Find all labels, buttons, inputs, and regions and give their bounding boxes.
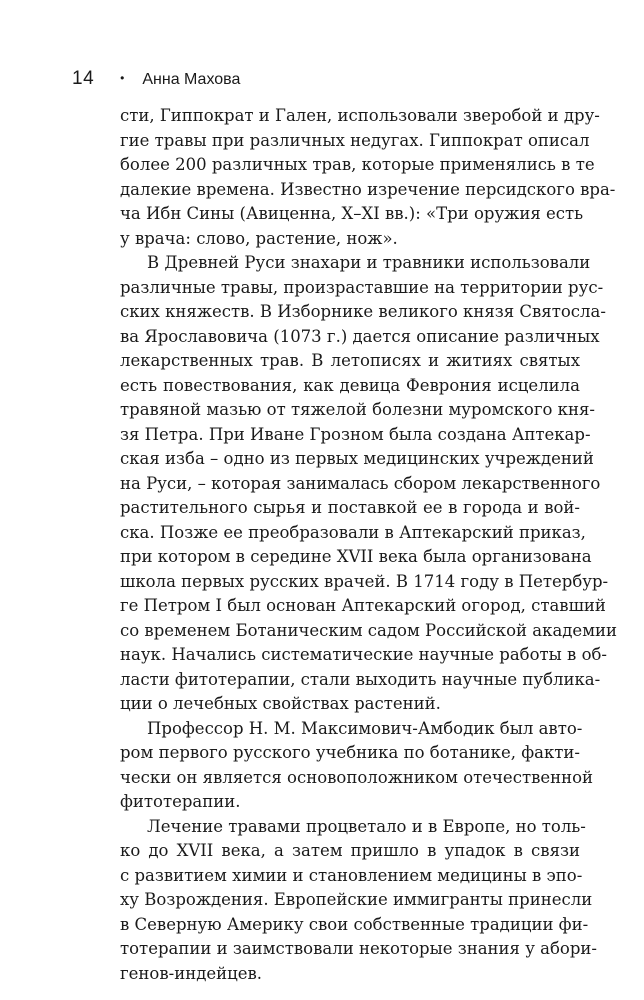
- text-line: ге Петром I был основан Аптекарский огород, ставший: [120, 596, 606, 615]
- paragraph: [120, 717, 594, 815]
- text-line: фитотерапии.: [120, 792, 241, 811]
- text-line: более 200 различных трав, которые применялись в те: [120, 155, 595, 174]
- text-line: ская изба – одно из первых медицинских учреждений: [120, 449, 594, 468]
- text-line: различные травы, произраставшие на территории рус-: [120, 277, 604, 297]
- text-line: ко до XVII века, а затем пришло в упадок в связи: [120, 841, 580, 860]
- author-name: Анна Махова: [142, 71, 241, 88]
- text-line: ча Ибн Сины (Авиценна, X–XI вв.): «Три оружия есть: [120, 204, 584, 223]
- text-line: гие травы при различных недугах. Гиппократ описал: [120, 130, 590, 150]
- text-line: в Северную Америку свои собственные традиции фи-: [120, 914, 589, 934]
- text-line: чески он является основоположником отечественной: [120, 767, 594, 787]
- text-line: растительного сырья и поставкой ее в города и вой-: [120, 498, 580, 517]
- text-line: с развитием химии и становлением медицины в эпо-: [120, 865, 583, 885]
- text-line: ска. Позже ее преобразовали в Аптекарский приказ,: [120, 522, 586, 542]
- text-line: сти, Гиппократ и Гален, использовали зверобой и дру-: [120, 106, 600, 125]
- text-line: далекие времена. Известно изречение персидского вра-: [120, 179, 616, 199]
- text-line: школа первых русских врачей. В 1714 году в Петербур-: [120, 571, 609, 591]
- text-line: ху Возрождения. Европейские иммигранты принесли: [120, 890, 593, 909]
- text-line: зя Петра. При Иване Грозном была создана Аптекар-: [120, 424, 591, 444]
- text-line: генов-индейцев.: [120, 963, 263, 983]
- text-line: тотерапии и заимствовали некоторые знания у абори-: [120, 939, 597, 958]
- text-line: Лечение травами процветало и в Европе, но толь-: [147, 816, 586, 836]
- text-line: у врача: слово, растение, нож».: [120, 228, 398, 248]
- text-line: В Древней Руси знахари и травники использовали: [147, 253, 591, 272]
- paragraph: [120, 104, 616, 251]
- header-separator: •: [120, 71, 125, 85]
- text-line: травяной мазью от тяжелой болезни муромского кня-: [120, 400, 595, 419]
- text-line: лекарственных трав. В летописях и житиях святых: [120, 351, 580, 370]
- text-line: наук. Начались систематические научные работы в об-: [120, 645, 608, 664]
- text-line: ских княжеств. В Изборнике великого князя Святосла-: [120, 302, 606, 321]
- text-line: на Руси, – которая занималась сбором лекарственного: [120, 473, 601, 493]
- body-text: [120, 104, 618, 986]
- text-line: ласти фитотерапии, стали выходить научные публика-: [120, 669, 601, 689]
- running-header: [72, 68, 240, 90]
- text-line: есть повествования, как девица Феврония исцелила: [120, 375, 580, 395]
- text-line: ции о лечебных свойствах растений.: [120, 694, 441, 713]
- text-line: ва Ярославовича (1073 г.) дается описание различных: [120, 326, 600, 346]
- text-line: при котором в середине XVII века была организована: [120, 547, 592, 566]
- text-line: Профессор Н. М. Максимович-Амбодик был авто-: [147, 718, 583, 738]
- text-line: ром первого русского учебника по ботанике, факти-: [120, 743, 580, 762]
- paragraph: [120, 815, 597, 987]
- page-number: 14: [72, 68, 95, 89]
- paragraph: [120, 251, 618, 717]
- text-line: со временем Ботаническим садом Российской академии: [120, 620, 618, 640]
